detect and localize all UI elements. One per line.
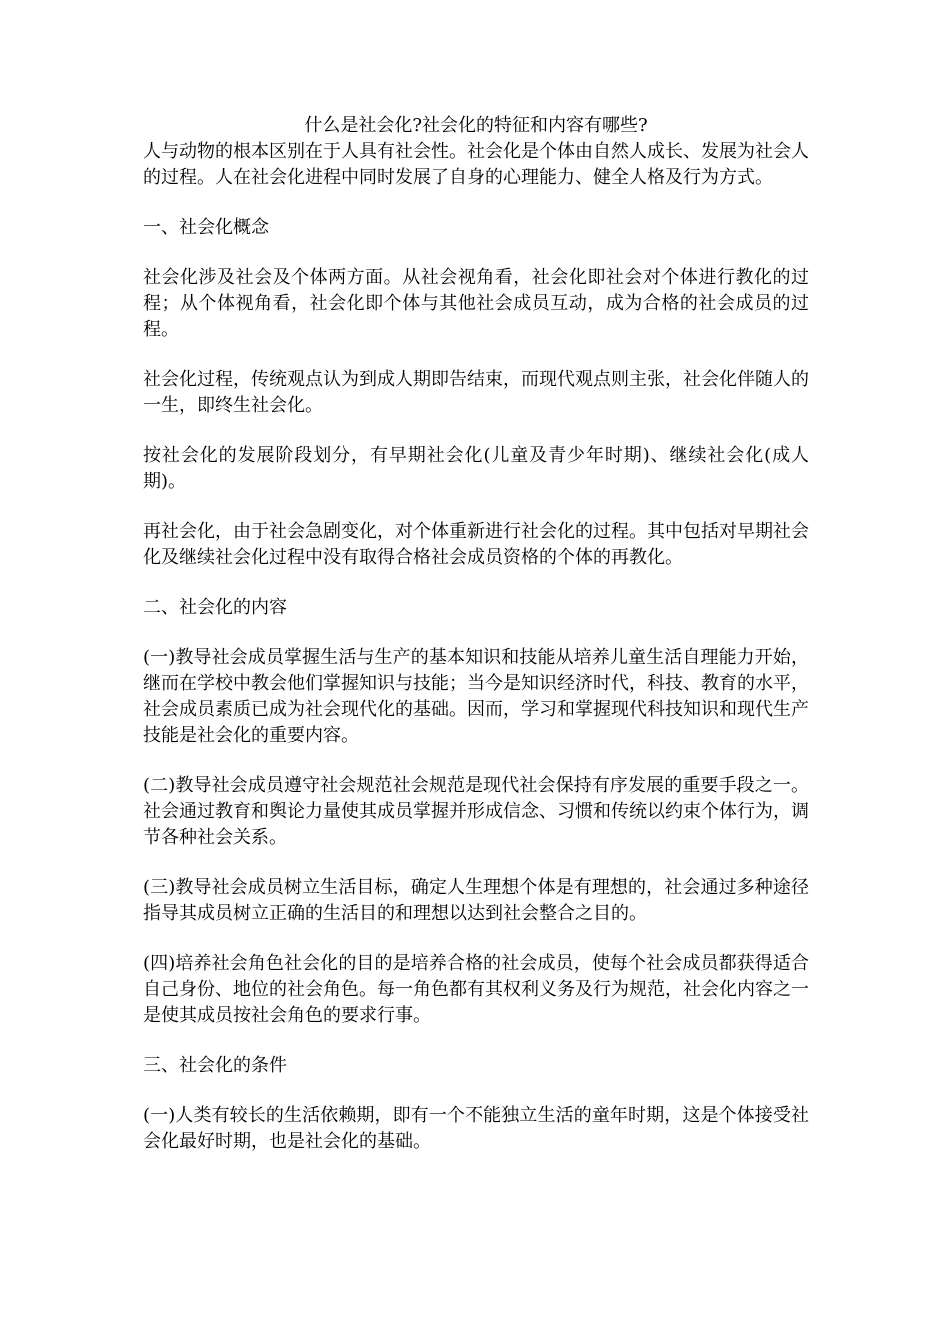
section-heading-concept: 一、社会化概念 <box>143 217 269 238</box>
paragraph-content-1: (一)教导社会成员掌握生活与生产的基本知识和技能从培养儿童生活自理能力开始，继而在学校中教会他们掌握知识与技能；当今是知识经济时代，科技、教育的水平，社会成员素质已成为社会现代化的基础。因而，学习和掌握现代科技知识和现代生产技能是社会化的重要内容。 <box>143 647 809 746</box>
paragraph-concept-definition: 社会化涉及社会及个体两方面。从社会视角看，社会化即社会对个体进行教化的过程；从个体视角看，社会化即个体与其他社会成员互动，成为合格的社会成员的过程。 <box>143 267 809 340</box>
section-heading-conditions: 三、社会化的条件 <box>143 1055 287 1076</box>
document-page <box>143 113 809 1179</box>
paragraph-stages: 按社会化的发展阶段划分，有早期社会化(儿童及青少年时期)、继续社会化(成人期)。 <box>143 445 809 492</box>
paragraph-resocialization: 再社会化，由于社会急剧变化，对个体重新进行社会化的过程。其中包括对早期社会化及继续社会化过程中没有取得合格社会成员资格的个体的再教化。 <box>143 521 809 568</box>
paragraph-content-3: (三)教导社会成员树立生活目标，确定人生理想个体是有理想的，社会通过多种途径指导其成员树立正确的生活目的和理想以达到社会整合之目的。 <box>143 877 809 924</box>
paragraph-content-4: (四)培养社会角色社会化的目的是培养合格的社会成员，使每个社会成员都获得适合自己身份、地位的社会角色。每一角色都有其权利义务及行为规范，社会化内容之一是使其成员按社会角色的要求行事。 <box>143 953 809 1026</box>
paragraph-lifelong-socialization: 社会化过程，传统观点认为到成人期即告结束，而现代观点则主张，社会化伴随人的一生，即终生社会化。 <box>143 369 809 416</box>
paragraph-condition-1: (一)人类有较长的生活依赖期，即有一个不能独立生活的童年时期，这是个体接受社会化最好时期，也是社会化的基础。 <box>143 1105 809 1152</box>
document-title: 什么是社会化?社会化的特征和内容有哪些? <box>304 115 648 136</box>
section-heading-content: 二、社会化的内容 <box>143 597 287 618</box>
intro-paragraph: 人与动物的根本区别在于人具有社会性。社会化是个体由自然人成长、发展为社会人的过程。人在社会化进程中同时发展了自身的心理能力、健全人格及行为方式。 <box>143 141 809 188</box>
paragraph-content-2: (二)教导社会成员遵守社会规范社会规范是现代社会保持有序发展的重要手段之一。社会通过教育和舆论力量使其成员掌握并形成信念、习惯和传统以约束个体行为，调节各种社会关系。 <box>143 775 809 848</box>
